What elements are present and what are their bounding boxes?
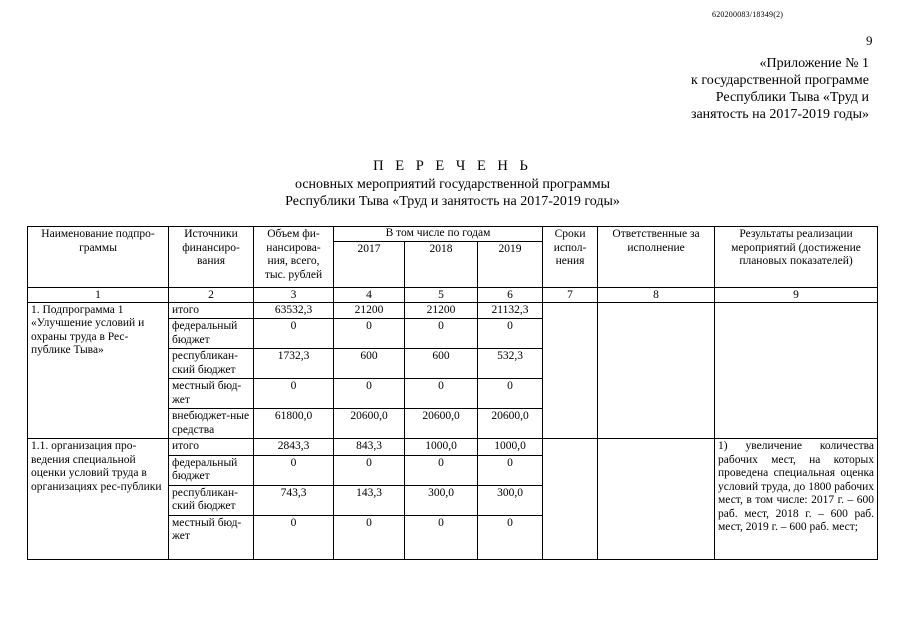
year-2018-cell: 1000,0 — [405, 439, 478, 456]
year-2018-cell: 0 — [405, 379, 478, 409]
col-number-4: 4 — [334, 287, 405, 302]
appendix-line-3: Республики Тыва «Труд и — [715, 90, 869, 105]
appendix-line-4: занятость на 2017-2019 годы» — [690, 107, 869, 122]
year-2019-cell: 0 — [478, 319, 543, 349]
source-cell: местный бюд-жет — [169, 379, 254, 409]
terms-cell — [543, 439, 598, 560]
source-cell: федеральный бюджет — [169, 455, 254, 485]
page-number: 9 — [866, 33, 873, 48]
column-numbers-row — [28, 287, 878, 302]
year-2017-cell: 0 — [334, 515, 405, 559]
total-cell: 63532,3 — [254, 302, 334, 319]
year-2019-cell: 21132,3 — [478, 302, 543, 319]
total-cell: 0 — [254, 455, 334, 485]
header-sources: Источники финансиро-вания — [169, 227, 254, 288]
year-2018-cell: 21200 — [405, 302, 478, 319]
header-row-1 — [28, 227, 878, 242]
table-row — [28, 302, 878, 319]
total-cell: 61800,0 — [254, 409, 334, 439]
year-2019-cell: 20600,0 — [478, 409, 543, 439]
source-cell: местный бюд-жет — [169, 515, 254, 559]
source-cell: федеральный бюджет — [169, 319, 254, 349]
year-2019-cell: 0 — [478, 379, 543, 409]
year-2017-cell: 0 — [334, 319, 405, 349]
header-terms: Сроки испол-нения — [543, 227, 598, 288]
document-id: 620200083/18349(2) — [712, 10, 784, 19]
year-2017-cell: 600 — [334, 349, 405, 379]
year-2018-cell: 0 — [405, 319, 478, 349]
activity-name: 1.1. организация про-ведения специальной оценки условий труда в организациях рес-публики — [28, 439, 169, 560]
result-cell: 1) увеличение количества рабочих мест, на которых проведена специальная оценка условий труда, до 1800 рабочих мест, в том числе: 2017 г. – 600 раб. мест, 2018 г. – 600 раб. мест, 2019 г. – 600 раб. мест; — [715, 439, 878, 560]
year-2017-cell: 20600,0 — [334, 409, 405, 439]
year-2017-cell: 21200 — [334, 302, 405, 319]
year-2019-cell: 1000,0 — [478, 439, 543, 456]
year-2019-cell: 0 — [478, 455, 543, 485]
source-cell: внебюджет-ные средства — [169, 409, 254, 439]
source-cell: итого — [169, 302, 254, 319]
year-2018-cell: 600 — [405, 349, 478, 379]
header-volume: Объем фи-нансирова-ния, всего, тыс. рублей — [254, 227, 334, 288]
header-by-year: В том числе по годам — [334, 227, 543, 242]
col-number-2: 2 — [169, 287, 254, 302]
table-row — [28, 439, 878, 456]
document-subtitle-line-1: основных мероприятий государственной программы — [294, 177, 610, 192]
appendix-line-1: «Приложение № 1 — [759, 56, 869, 71]
total-cell: 0 — [254, 319, 334, 349]
header-year-2017: 2017 — [334, 241, 405, 287]
source-cell: республикан-ский бюджет — [169, 485, 254, 515]
subprogram-name: 1. Подпрограмма 1 «Улучшение условий и охраны труда в Рес-публике Тыва» — [28, 302, 169, 439]
appendix-heading — [609, 55, 869, 123]
header-year-2018: 2018 — [405, 241, 478, 287]
col-number-5: 5 — [405, 287, 478, 302]
year-2017-cell: 843,3 — [334, 439, 405, 456]
col-number-8: 8 — [598, 287, 715, 302]
header-results: Результаты реализации мероприятий (достижение плановых показателей) — [715, 227, 878, 288]
appendix-line-2: к государственной программе — [691, 73, 869, 88]
responsible-cell — [598, 302, 715, 439]
year-2018-cell: 20600,0 — [405, 409, 478, 439]
terms-cell — [543, 302, 598, 439]
year-2018-cell: 300,0 — [405, 485, 478, 515]
header-responsible: Ответственные за исполнение — [598, 227, 715, 288]
year-2019-cell: 300,0 — [478, 485, 543, 515]
total-cell: 0 — [254, 379, 334, 409]
total-cell: 0 — [254, 515, 334, 559]
result-cell — [715, 302, 878, 439]
total-cell: 2843,3 — [254, 439, 334, 456]
header-name: Наименование подпро-граммы — [28, 227, 169, 288]
year-2019-cell: 0 — [478, 515, 543, 559]
total-cell: 1732,3 — [254, 349, 334, 379]
responsible-cell — [598, 439, 715, 560]
year-2017-cell: 0 — [334, 455, 405, 485]
document-title: П Е Р Е Ч Е Н Ь — [373, 158, 532, 174]
year-2019-cell: 532,3 — [478, 349, 543, 379]
total-cell: 743,3 — [254, 485, 334, 515]
col-number-6: 6 — [478, 287, 543, 302]
document-subtitle-line-2: Республики Тыва «Труд и занятость на 2017-2019 годы» — [285, 194, 620, 209]
activities-table — [27, 226, 878, 560]
year-2018-cell: 0 — [405, 455, 478, 485]
col-number-7: 7 — [543, 287, 598, 302]
header-year-2019: 2019 — [478, 241, 543, 287]
year-2017-cell: 0 — [334, 379, 405, 409]
year-2017-cell: 143,3 — [334, 485, 405, 515]
year-2018-cell: 0 — [405, 515, 478, 559]
source-cell: итого — [169, 439, 254, 456]
source-cell: республикан-ский бюджет — [169, 349, 254, 379]
col-number-1: 1 — [28, 287, 169, 302]
col-number-3: 3 — [254, 287, 334, 302]
col-number-9: 9 — [715, 287, 878, 302]
